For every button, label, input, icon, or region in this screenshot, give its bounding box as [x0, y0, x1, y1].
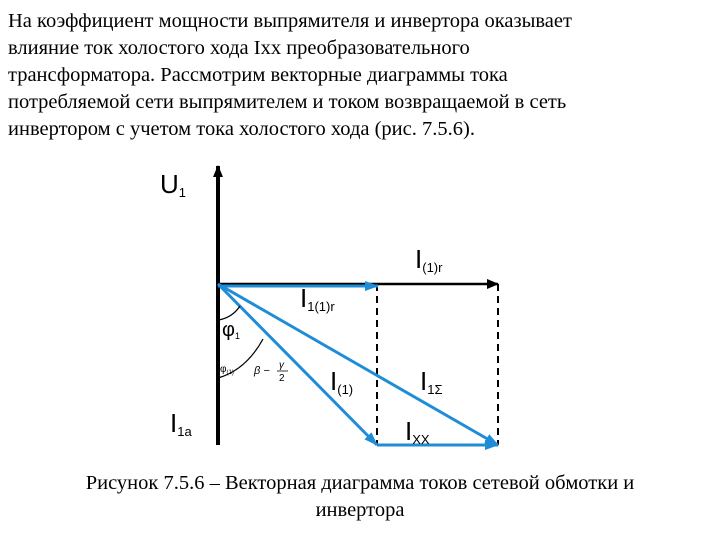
i1-vector: [218, 284, 377, 445]
ixx-label: IXX: [405, 416, 430, 447]
caption-line-2: инвертора: [315, 499, 405, 521]
i1r-label: I(1)r: [415, 244, 443, 275]
intro-paragraph: На коэффициент мощности выпрямителя и инвертора оказывает влияние ток холостого хода Iхх преобразовательного трансформатора. Рассмотрим векторные диаграммы тока потребляемой сети выпрямителем и током возвращаемой в сеть инвертором с учетом тока холостого хода (рис. 7.5.6).: [8, 10, 572, 140]
phi1-arc: [218, 306, 240, 320]
i11r-label: I1(1)r: [300, 283, 335, 314]
i1sigma-label: I1Σ: [420, 366, 443, 397]
i1a-label: I1a: [170, 408, 192, 439]
figure-caption: [10, 470, 710, 524]
beta-expression: β −: [254, 365, 270, 377]
phi-k1-label: $\varphi_{(1)}$: [220, 364, 234, 376]
phi1-label: φ1: [222, 319, 240, 341]
caption-line-1: Рисунок 7.5.6 – Векторная диаграмма токов сетевой обмотки и: [85, 472, 635, 494]
i1-label: I(1): [330, 366, 354, 397]
gamma-denominator: 2: [279, 373, 285, 384]
gamma-numerator: γ: [279, 360, 284, 371]
u1-label: U1: [160, 169, 187, 200]
